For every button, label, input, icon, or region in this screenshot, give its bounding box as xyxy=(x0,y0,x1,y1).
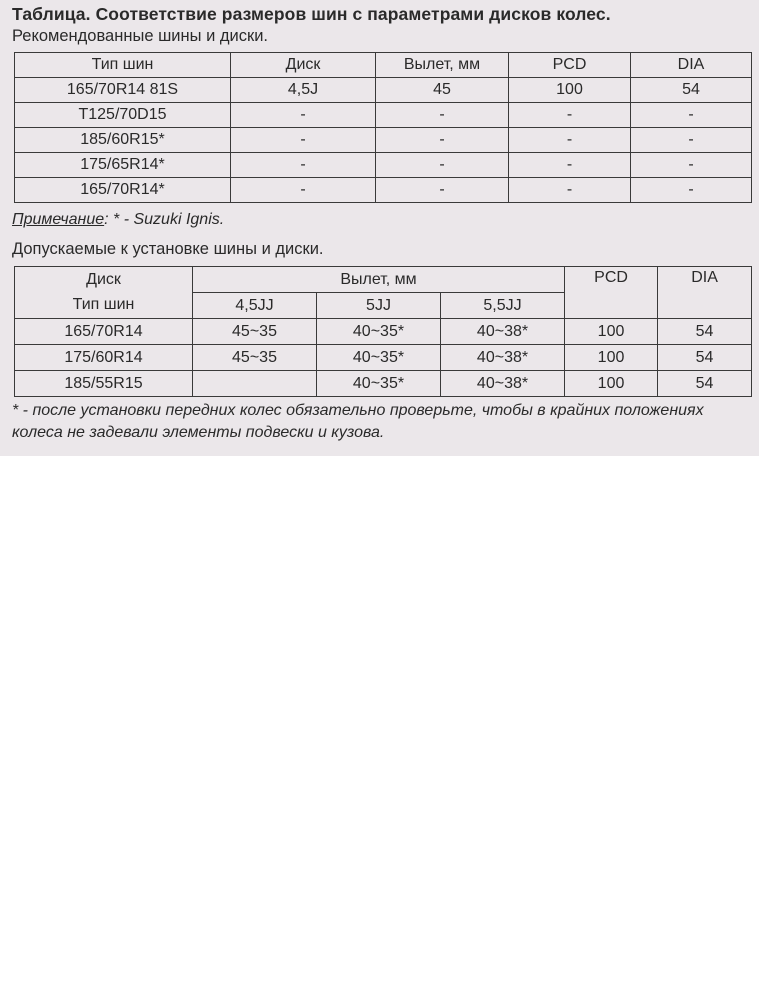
recommended-table xyxy=(14,52,752,203)
table-cell: 4,5J xyxy=(231,78,376,103)
table-cell: 40~35* xyxy=(317,371,441,397)
allowed-table xyxy=(14,266,752,397)
table-row xyxy=(15,319,752,345)
document-title: Таблица. Соответствие размеров шин с параметрами дисков колес. xyxy=(12,4,611,24)
table-cell: 165/70R14 81S xyxy=(15,78,231,103)
table-cell: 40~38* xyxy=(441,345,565,371)
header-cell-tire: Тип шин xyxy=(15,293,193,319)
table-cell: 45~35 xyxy=(193,319,317,345)
table-cell: - xyxy=(376,103,509,128)
table-cell: 185/60R15* xyxy=(15,128,231,153)
table-cell: 100 xyxy=(565,371,658,397)
table-cell: 175/60R14 xyxy=(15,345,193,371)
table-row xyxy=(15,153,752,178)
table-cell: 40~35* xyxy=(317,319,441,345)
table-cell: - xyxy=(231,128,376,153)
header-cell: Диск xyxy=(231,53,376,78)
recommended-caption: Рекомендованные шины и диски. xyxy=(12,27,268,45)
header-cell: 5,5JJ xyxy=(441,293,565,319)
table-cell: 45 xyxy=(376,78,509,103)
table-cell: - xyxy=(631,153,752,178)
table-cell: 45~35 xyxy=(193,345,317,371)
table-cell: 165/70R14 xyxy=(15,319,193,345)
header-cell-disk: Диск xyxy=(15,267,193,293)
table-cell: T125/70D15 xyxy=(15,103,231,128)
table-cell: - xyxy=(231,178,376,203)
header-cell: Вылет, мм xyxy=(376,53,509,78)
header-cell: 5JJ xyxy=(317,293,441,319)
table-cell: - xyxy=(231,153,376,178)
header-cell: DIA xyxy=(631,53,752,78)
table-note xyxy=(12,211,224,229)
table-row xyxy=(15,371,752,397)
header-cell: Тип шин xyxy=(15,53,231,78)
table-cell: - xyxy=(509,178,631,203)
table-cell: 54 xyxy=(631,78,752,103)
table-header-row xyxy=(15,267,752,293)
table-cell: - xyxy=(376,178,509,203)
table-cell: 54 xyxy=(658,345,752,371)
table-row xyxy=(15,78,752,103)
header-cell-offset: Вылет, мм xyxy=(193,267,565,293)
table-cell: 100 xyxy=(509,78,631,103)
table-cell: - xyxy=(509,103,631,128)
table-cell: - xyxy=(509,128,631,153)
table-cell: 100 xyxy=(565,345,658,371)
table-cell: - xyxy=(376,128,509,153)
table-cell: 40~38* xyxy=(441,319,565,345)
header-cell: 4,5JJ xyxy=(193,293,317,319)
header-cell: PCD xyxy=(509,53,631,78)
table-cell: - xyxy=(631,103,752,128)
table-row xyxy=(15,103,752,128)
table-cell: - xyxy=(509,153,631,178)
table-cell: - xyxy=(631,178,752,203)
header-cell-pcd: PCD xyxy=(565,267,658,319)
table-cell: 100 xyxy=(565,319,658,345)
document-page xyxy=(0,0,759,456)
table-cell: 54 xyxy=(658,371,752,397)
table-row xyxy=(15,178,752,203)
table-cell: 40~38* xyxy=(441,371,565,397)
table-cell: - xyxy=(231,103,376,128)
table-header-row xyxy=(15,53,752,78)
table-row xyxy=(15,128,752,153)
table-cell: 54 xyxy=(658,319,752,345)
note-text: : * - Suzuki Ignis. xyxy=(104,211,225,228)
table-cell: - xyxy=(631,128,752,153)
header-cell-dia: DIA xyxy=(658,267,752,319)
footnote: * - после установки передних колес обязательно проверьте, чтобы в крайних положениях колеса не задевали элементы подвески и кузова. xyxy=(12,402,704,441)
allowed-caption: Допускаемые к установке шины и диски. xyxy=(12,240,324,258)
table-cell: 165/70R14* xyxy=(15,178,231,203)
table-cell: 40~35* xyxy=(317,345,441,371)
table-row xyxy=(15,345,752,371)
table-cell: 175/65R14* xyxy=(15,153,231,178)
table-cell: - xyxy=(376,153,509,178)
table-cell: 185/55R15 xyxy=(15,371,193,397)
note-label: Примечание xyxy=(12,211,105,228)
table-cell xyxy=(193,371,317,397)
